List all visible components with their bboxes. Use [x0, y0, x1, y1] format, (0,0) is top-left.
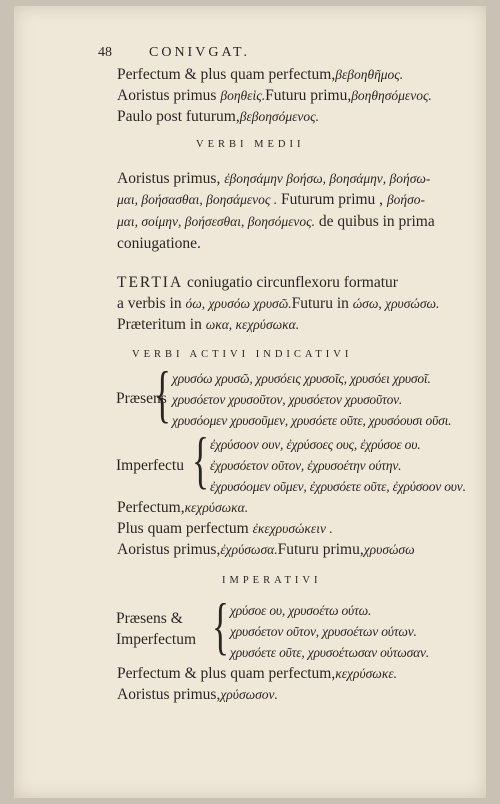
text-line: Plus quam perfectum ἐκεχρυσώκειν . — [117, 520, 333, 537]
greek-line: χρύσοε ου, χρυσοέτω ούτω. — [230, 603, 372, 618]
text-line: Paulo post futurum,βεβοησόμενος. — [117, 108, 320, 125]
greek-line: χρυσόετον χρυσοῦτον, χρυσόετον χρυσοῦτον. — [172, 392, 403, 407]
row-label: Præsens & — [116, 610, 183, 627]
page-number: 48 — [98, 45, 112, 60]
brace-glyph: { — [192, 424, 209, 495]
text-line: a verbis in όω, χρυσόω χρυσῶ.Futuru in ώσω, χρυσώσω. — [117, 295, 440, 312]
section-heading: VERBI ACTIVI INDICATIVI — [132, 349, 353, 360]
text-line: Aoristus primus, ἐβοησάμην βοήσω, βοησάμην, βοήσω- — [117, 170, 431, 187]
greek-line: ἐχρύσοον ουν, ἐχρύσοες ους, ἐχρύσοε ου. — [210, 437, 421, 452]
text-line: Aoristus primus,ἐχρύσωσα.Futuru primu,χρυσώσω — [117, 541, 415, 558]
text-line: Perfectum & plus quam perfectum,κεχρύσωκε. — [117, 665, 398, 682]
text-line: TERTIA coniugatio circunflexoru formatur — [117, 274, 398, 291]
text-line: μαι, σοίμην, βοήσεσθαι, βοησόμενος. de quibus in prima — [117, 213, 435, 230]
row-label: Imperfectu — [116, 457, 184, 474]
greek-line: χρυσόομεν χρυσοῦμεν, χρυσόετε οῦτε, χρυσόουσι οῦσι. — [172, 413, 452, 428]
text-line: Aoristus primus βοηθεὶς.Futuru primu,βοηθησόμενος. — [117, 87, 432, 104]
text-line: Perfectum & plus quam perfectum,βεβοηθῆμος. — [117, 66, 404, 83]
greek-line: χρυσόετον οῦτον, χρυσοέτων ούτων. — [230, 624, 417, 639]
brace-glyph: { — [154, 358, 171, 429]
book-page — [14, 6, 486, 798]
brace-glyph: { — [212, 590, 229, 661]
greek-line: ἐχρυσόομεν οῦμεν, ἐχρυσόετε οῦτε, ἐχρύσοον ουν. — [210, 479, 466, 494]
text-line: Præteritum in ωκα, κεχρύσωκα. — [117, 316, 300, 333]
text-line: coniugatione. — [117, 235, 201, 252]
page-header — [98, 44, 250, 62]
text-line: Perfectum,κεχρύσωκα. — [117, 499, 249, 516]
running-title: CONIVGAT. — [149, 45, 251, 60]
row-label: Præsens — [116, 390, 167, 407]
text-line: Aoristus primus,χρύσωσον. — [117, 686, 278, 703]
greek-line: χρυσόω χρυσῶ, χρυσόεις χρυσοῖς, χρυσόει χρυσοῖ. — [172, 371, 431, 386]
section-heading: VERBI MEDII — [196, 139, 305, 150]
greek-line: ἐχρυσόετον οῦτον, ἐχρυσοέτην ούτην. — [210, 458, 402, 473]
row-label: Imperfectum — [116, 631, 197, 648]
greek-line: χρυσόετε οῦτε, χρυσοέτωσαν ούτωσαν. — [230, 645, 429, 660]
section-heading: IMPERATIVI — [222, 575, 322, 586]
text-line: μαι, βοήσασθαι, βοησάμενος . Futurum primu , βοήσο- — [117, 191, 426, 208]
